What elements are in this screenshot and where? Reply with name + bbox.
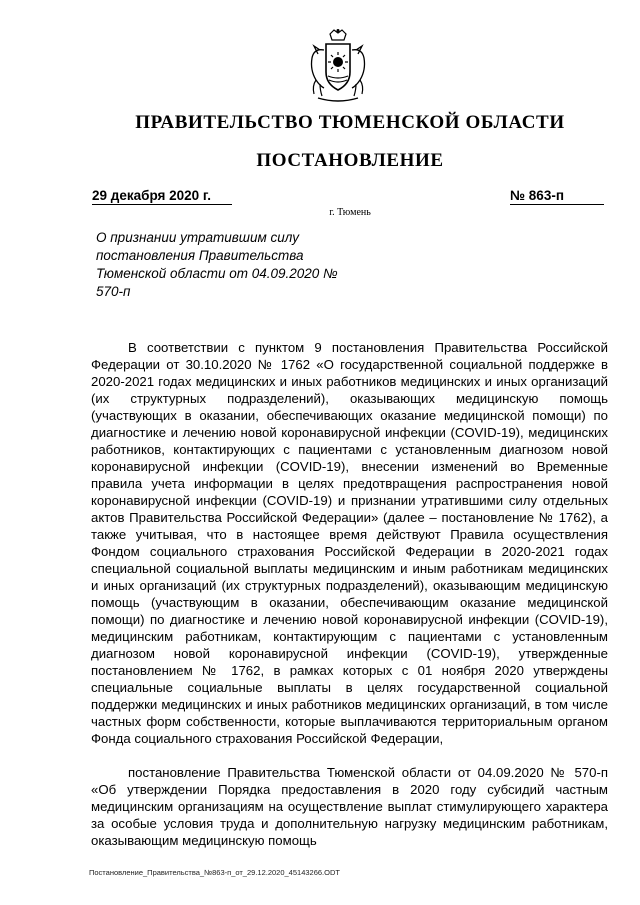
document-body — [91, 339, 608, 849]
document-footer-filename: Постановление_Правительства_№863-п_от_29.12.2020_45143266.ODT — [89, 868, 340, 877]
organization-title: ПРАВИТЕЛЬСТВО ТЮМЕНСКОЙ ОБЛАСТИ — [135, 112, 565, 133]
body-paragraph-1: В соответствии с пунктом 9 постановления Правительства Российской Федерации от 30.10.2020 № 1762 «О государственной социальной поддержке в 2020-2021 годах медицинских и иных работников медицинских и иных организаций (их структурных подразделений), оказывающих медицинскую помощь (участвующих в оказании, обеспечивающих оказание медицинской помощи) по диагностике и лечению новой коронавирусной инфекции (COVID-19), медицинских работников, контактирующих с пациентами с установленным диагнозом новой коронавирусной инфекции (COVID-19), внесении изменений во Временные правила учета информации в целях предотвращения распространения новой коронавирусной инфекции (COVID-19) и признании утратившими силу отдельных актов Правительства Российской Федерации» (далее – постановление № 1762), а также учитывая, что в настоящее время действуют Правила осуществления Фондом социального страхования Российской Федерации в 2020-2021 годах специальной социальной выплаты медицинским и иным работникам медицинских и иных организаций (их структурных подразделений), оказывающим медицинскую помощь (участвующим в оказании, обеспечивающим оказание медицинской помощи) по диагностике и лечению новой коронавирусной инфекции (COVID-19), медицинским работникам, контактирующим с пациентами с установленным диагнозом новой коронавирусной инфекции (COVID-19), утвержденные постановлением № 1762, в рамках которых с 01 ноября 2020 утверждены специальные социальные выплаты в целях государственной социальной поддержки медицинских и иных работников медицинских организаций, в том числе частных форм собственности, которые выплачиваются территориальным органом Фонда социального страхования Российской Федерации, — [91, 340, 608, 746]
body-paragraph-2: постановление Правительства Тюменской области от 04.09.2020 № 570-п «Об утверждении Порядка предоставления в 2020 году субсидий частным медицинским организациям на осуществление выплат стимулирующего характера за особые условия труда и дополнительную нагрузку медицинским работникам, оказывающим медицинскую помощь — [91, 765, 608, 848]
coat-of-arms-icon — [298, 28, 378, 108]
document-number: № 863-п — [510, 188, 604, 205]
document-type-title: ПОСТАНОВЛЕНИЕ — [256, 150, 444, 171]
document-subject: О признании утратившим силу постановления Правительства Тюменской области от 04.09.2020 № 570-п — [96, 230, 338, 299]
document-date: 29 декабря 2020 г. — [92, 188, 232, 205]
document-city: г. Тюмень — [329, 207, 371, 218]
